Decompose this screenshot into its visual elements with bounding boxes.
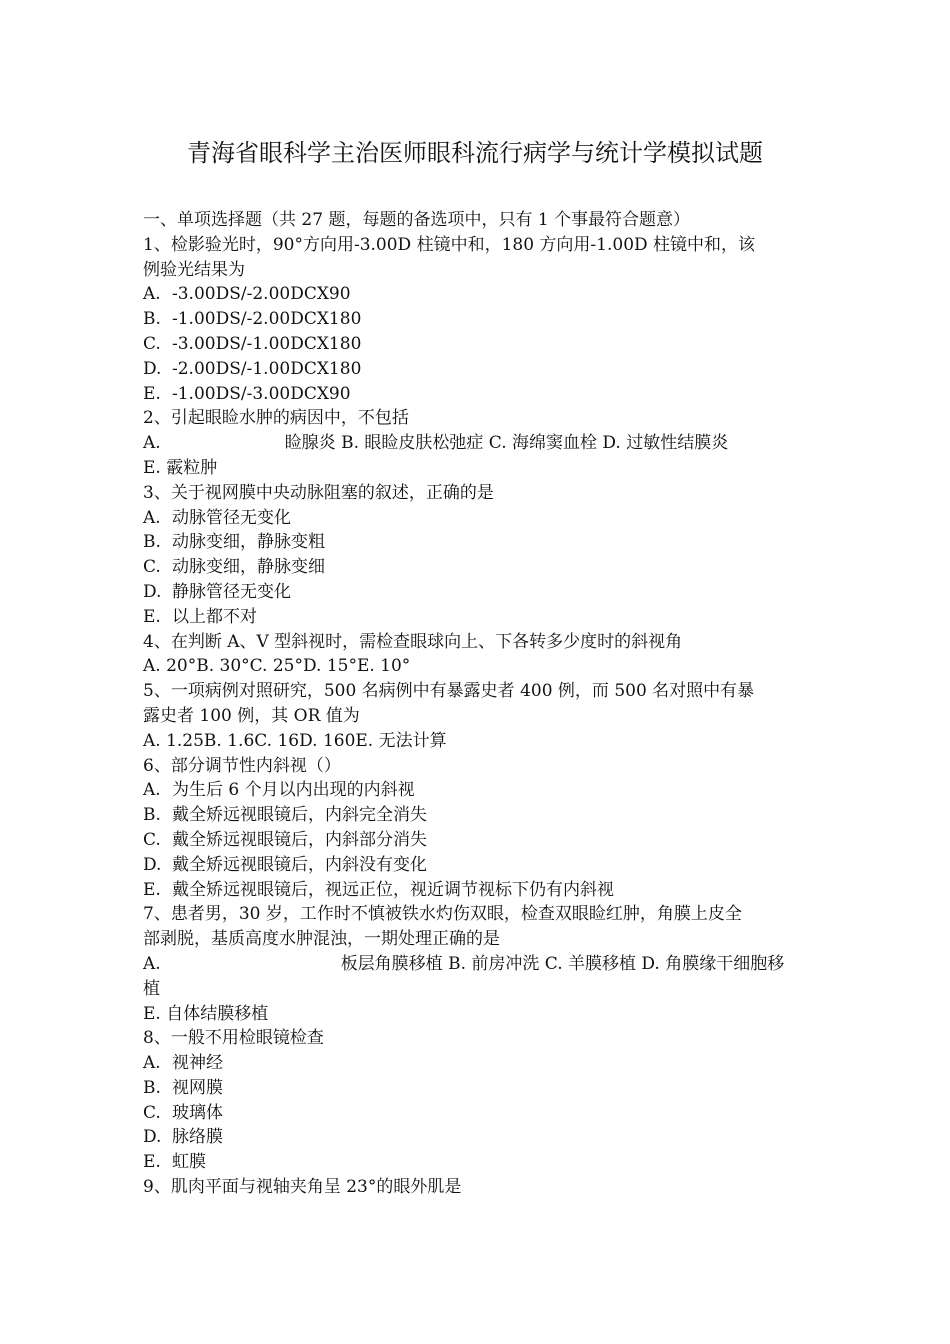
question-8-option-c: C. 玻璃体 [143,1102,223,1123]
question-6-option-e: E. 戴全矫远视眼镜后，视远正位，视近调节视标下仍有内斜视 [143,879,614,900]
question-8-option-d: D. 脉络膜 [143,1127,223,1148]
question-7-option-e: E. 自体结膜移植 [143,1003,269,1024]
question-8-option-e: E. 虹膜 [143,1152,206,1173]
question-list [143,208,808,1200]
document-title: 青海省眼科学主治医师眼科流行病学与统计学模拟试题 [187,139,763,167]
question-6-option-c: C. 戴全矫远视眼镜后，内斜部分消失 [143,829,427,850]
question-1-stem-cont: 例验光结果为 [143,259,245,280]
question-3-option-c: C. 动脉变细，静脉变细 [143,557,325,578]
question-8-stem: 8、一般不用检眼镜检查 [143,1028,324,1049]
question-7-stem: 7、患者男，30 岁，工作时不慎被铁水灼伤双眼，检查双眼睑红肿，角膜上皮全 [143,904,742,925]
question-3-stem: 3、关于视网膜中央动脉阻塞的叙述，正确的是 [143,482,494,503]
question-2-option-e: E. 霰粒肿 [143,457,218,478]
question-6-option-d: D. 戴全矫远视眼镜后，内斜没有变化 [143,854,427,875]
question-1-option-b: B. -1.00DS/-2.00DCX180 [143,309,362,330]
question-1-stem: 1、检影验光时，90°方向用-3.00D 柱镜中和，180 方向用-1.00D 柱镜中和，该 [143,234,756,255]
question-1-option-e: E. -1.00DS/-3.00DCX90 [143,383,351,404]
question-3-option-b: B. 动脉变细，静脉变粗 [143,532,325,553]
question-6-stem: 6、部分调节性内斜视（） [143,755,341,776]
question-1-option-c: C. -3.00DS/-1.00DCX180 [143,333,362,354]
question-3-option-d: D. 静脉管径无变化 [143,581,291,602]
question-8-option-b: B. 视网膜 [143,1077,223,1098]
question-6-option-b: B. 戴全矫远视眼镜后，内斜完全消失 [143,805,427,826]
question-8-option-a: A. 视神经 [143,1053,223,1074]
question-9-stem: 9、肌肉平面与视轴夹角呈 23°的眼外肌是 [143,1177,462,1198]
question-1-option-a: A. -3.00DS/-2.00DCX90 [143,284,351,305]
question-7-stem-cont: 部剥脱，基质高度水肿混浊，一期处理正确的是 [143,929,500,950]
question-3-option-e: E. 以上都不对 [143,606,257,627]
question-7-options-row: A. 板层角膜移植 B. 前房冲洗 C. 羊膜移植 D. 角膜缘干细胞移 [143,953,785,974]
question-6-option-a: A. 为生后 6 个月以内出现的内斜视 [143,780,415,801]
question-3-option-a: A. 动脉管径无变化 [143,507,291,528]
section-heading: 一、单项选择题（共 27 题，每题的备选项中，只有 1 个事最符合题意） [143,210,691,230]
question-7-options-row-wrap: 植 [143,978,160,999]
question-5-stem-cont: 露史者 100 例，其 OR 值为 [143,705,360,726]
question-2-options-row: A. 睑腺炎 B. 眼睑皮肤松弛症 C. 海绵窦血栓 D. 过敏性结膜炎 [143,433,729,454]
question-4-options: A. 20°B. 30°C. 25°D. 15°E. 10° [143,656,411,677]
question-1-option-d: D. -2.00DS/-1.00DCX180 [143,358,362,379]
question-4-stem: 4、在判断 A、V 型斜视时，需检查眼球向上、下各转多少度时的斜视角 [143,631,683,652]
question-5-stem: 5、一项病例对照研究，500 名病例中有暴露史者 400 例，而 500 名对照中有暴 [143,681,755,702]
question-2-stem: 2、引起眼睑水肿的病因中，不包括 [143,408,409,429]
question-5-options: A. 1.25B. 1.6C. 16D. 160E. 无法计算 [143,730,447,751]
